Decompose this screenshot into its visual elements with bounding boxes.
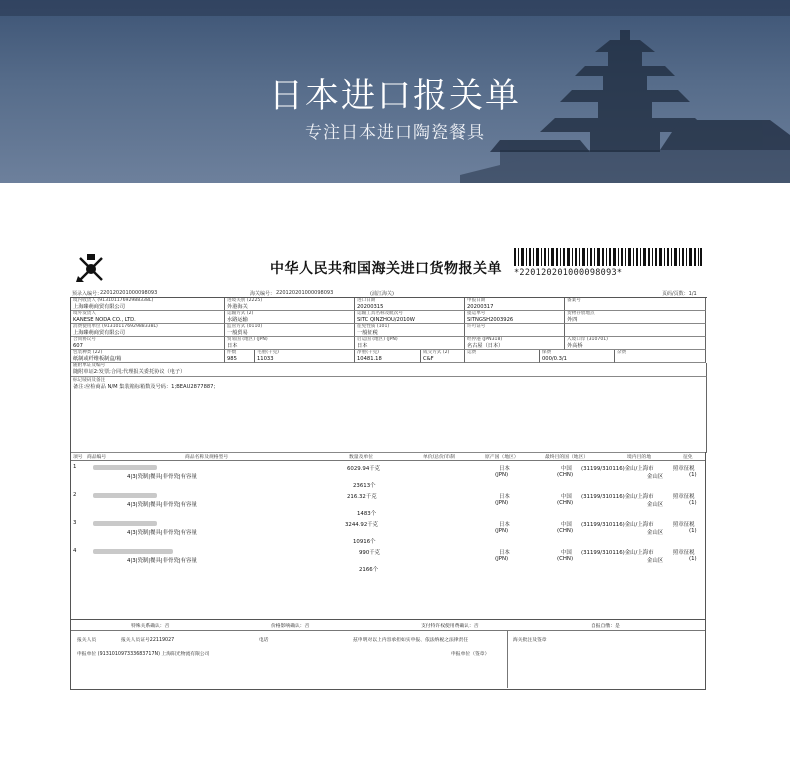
grid-cell: 进口日期 20200315 [355, 298, 465, 311]
declaration-footer [70, 620, 706, 690]
banner-subtitle: 专注日本进口陶瓷餐具 [305, 123, 485, 143]
grid-cell: 成交方式 (2) C&F [421, 350, 465, 363]
phone-label: 电话 [259, 638, 269, 643]
remarks-row: 标记唛码及备注 备注:应检商品 N/M 集装箱标箱数及号码：1;BEAU2877887; [71, 377, 707, 453]
grid-cell: 包装种类 (22) 纸制或纤维板制盒/箱 [71, 350, 225, 363]
grid-cell: 提运单号 SITNGSH2003926 [465, 311, 565, 324]
declarant-cert: 报关人员证号22119027 [121, 638, 175, 643]
item-header: 境内目的地 [627, 455, 651, 460]
grid-cell: 许可证号 [465, 324, 565, 337]
item-header: 最终目的国（地区） [545, 455, 589, 460]
grid-cell [565, 324, 706, 337]
customs-declaration-form [70, 244, 706, 692]
grid-cell: 征免性质 (101) 一般征税 [355, 324, 465, 337]
grid-cell: 消费使用单位 (91310117692988338L) 上海臻萌商贸有限公司 [71, 324, 225, 337]
item-header: 项号 [73, 455, 83, 460]
barcode-number: *220120201000098093* [514, 268, 623, 278]
documents-row: 随附单证及编号 随附单证2:发票;合同;代理报关委托协议（电子） [71, 363, 707, 377]
header-grid [70, 297, 707, 453]
grid-row [71, 350, 707, 363]
pre-entry-label: 预录入编号： [72, 291, 103, 297]
royalty-confirm: 支付特许权使用费确认：否 [421, 624, 479, 629]
item-header: 数量及单位 [349, 455, 373, 460]
goods-items-table: 项号 商品编号 商品名称及规格型号 数量及单位 单价/总价/币制 原产国（地区） 最终目的国（地区） 境内目的地 征免 1 4|3|瓷制|餐具|非骨瓷|有容量 6029.94千克 23613个 日本 (JPN) 中国 (CHN) (31199/310116)金山/上海市 金山区 照章征税 (1) 2 4|3|瓷制|餐具|非骨瓷|有容量 216.32千克 1483个 日本 (JPN) 中国 (CHN) (31199/310116)金山/上海市 金山区 照章征税 (1) 3 4|3|瓷制|餐具|非骨瓷|有容量 3244.92千克 10916个 日本 (JPN) 中国 (CHN) (31199/310116)金山/上海市 金山区 照章征税 (1) 4 4|3|瓷制|餐具|非骨瓷|有容量 990千克 2166个 日本 (JPN) 中国 (CHN) (31199/310116)金山/上海市 金山区 照章征税 (1) [70, 452, 706, 620]
barcode-image [514, 248, 702, 266]
grid-cell: 运输工具名称及航次号 SITC QINZHOU/2010W [355, 311, 465, 324]
grid-row [71, 311, 707, 324]
grid-cell: 毛重(千克) 11033 [255, 350, 355, 363]
grid-cell: 备案号 [565, 298, 706, 311]
grid-cell: 运输方式 (2) 水路运输 [225, 311, 355, 324]
customs-remarks-label: 海关批注及签章 [513, 638, 547, 643]
banner-title: 日本进口报关单 [269, 76, 521, 116]
declarant-label: 报关人员 [77, 638, 97, 643]
grid-cell: 杂费 [615, 350, 706, 363]
grid-row [71, 298, 707, 311]
customs-no-value: 220120201000098093 [276, 290, 334, 296]
item-header: 商品名称及规格型号 [185, 455, 229, 460]
grid-cell: 启运国 (地区) (JPN) 日本 [355, 337, 465, 350]
grid-cell: 贸易国 (地区) (JPN) 日本 [225, 337, 355, 350]
customs-emblem-icon [74, 252, 108, 284]
grid-cell: 入境口岸 (310701) 外高桥 [565, 337, 706, 350]
item-header: 商品编号 [87, 455, 107, 460]
item-header: 征免 [683, 455, 693, 460]
item-header: 单价/总价/币制 [423, 455, 456, 460]
customs-no-label: 海关编号： [250, 291, 276, 297]
form-title: 中华人民共和国海关进口货物报关单 [270, 261, 502, 277]
grid-cell: 监管方式 (0110) 一般贸易 [225, 324, 355, 337]
grid-cell: 件数 985 [225, 350, 255, 363]
header-banner [0, 0, 790, 183]
pre-entry-value: 220120201000098093 [100, 290, 158, 296]
declaring-unit: 申报单位 (913101097333683717N) 上海阳光物流有限公司 [77, 652, 210, 657]
customs-office: (浦江海关) [370, 291, 394, 297]
grid-cell: 进境关别 (2225) 外港海关 [225, 298, 355, 311]
grid-cell: 净重(千克) 10481.18 [355, 350, 421, 363]
grid-cell: 合同协议号 607 [71, 337, 225, 350]
grid-row [71, 324, 707, 337]
price-influence-confirm: 价格影响确认：否 [271, 624, 310, 629]
grid-cell: 保费 000/0.3/1 [540, 350, 615, 363]
grid-cell: 货物存放地点 外四 [565, 311, 706, 324]
declaring-unit-seal: 申报单位（签章） [451, 652, 490, 657]
page-number: 页码/页数：1/1 [662, 291, 697, 297]
grid-row [71, 337, 707, 350]
grid-cell: 经停港 (JPN318) 名古屋（日本） [465, 337, 565, 350]
self-payment: 自报自缴：是 [591, 624, 620, 629]
item-header: 原产国（地区） [485, 455, 519, 460]
grid-cell: 运费 [465, 350, 540, 363]
special-relation-confirm: 特殊关系确认：否 [131, 624, 170, 629]
legal-statement: 兹申明对以上内容承担如实申报、依法纳税之法律责任 [353, 638, 469, 643]
grid-cell: 境内收货人 (91310117692988338L) 上海臻萌商贸有限公司 [71, 298, 225, 311]
grid-cell: 境外发货人 KANESE NODA CO., LTD. [71, 311, 225, 324]
grid-cell: 申报日期 20200317 [465, 298, 565, 311]
